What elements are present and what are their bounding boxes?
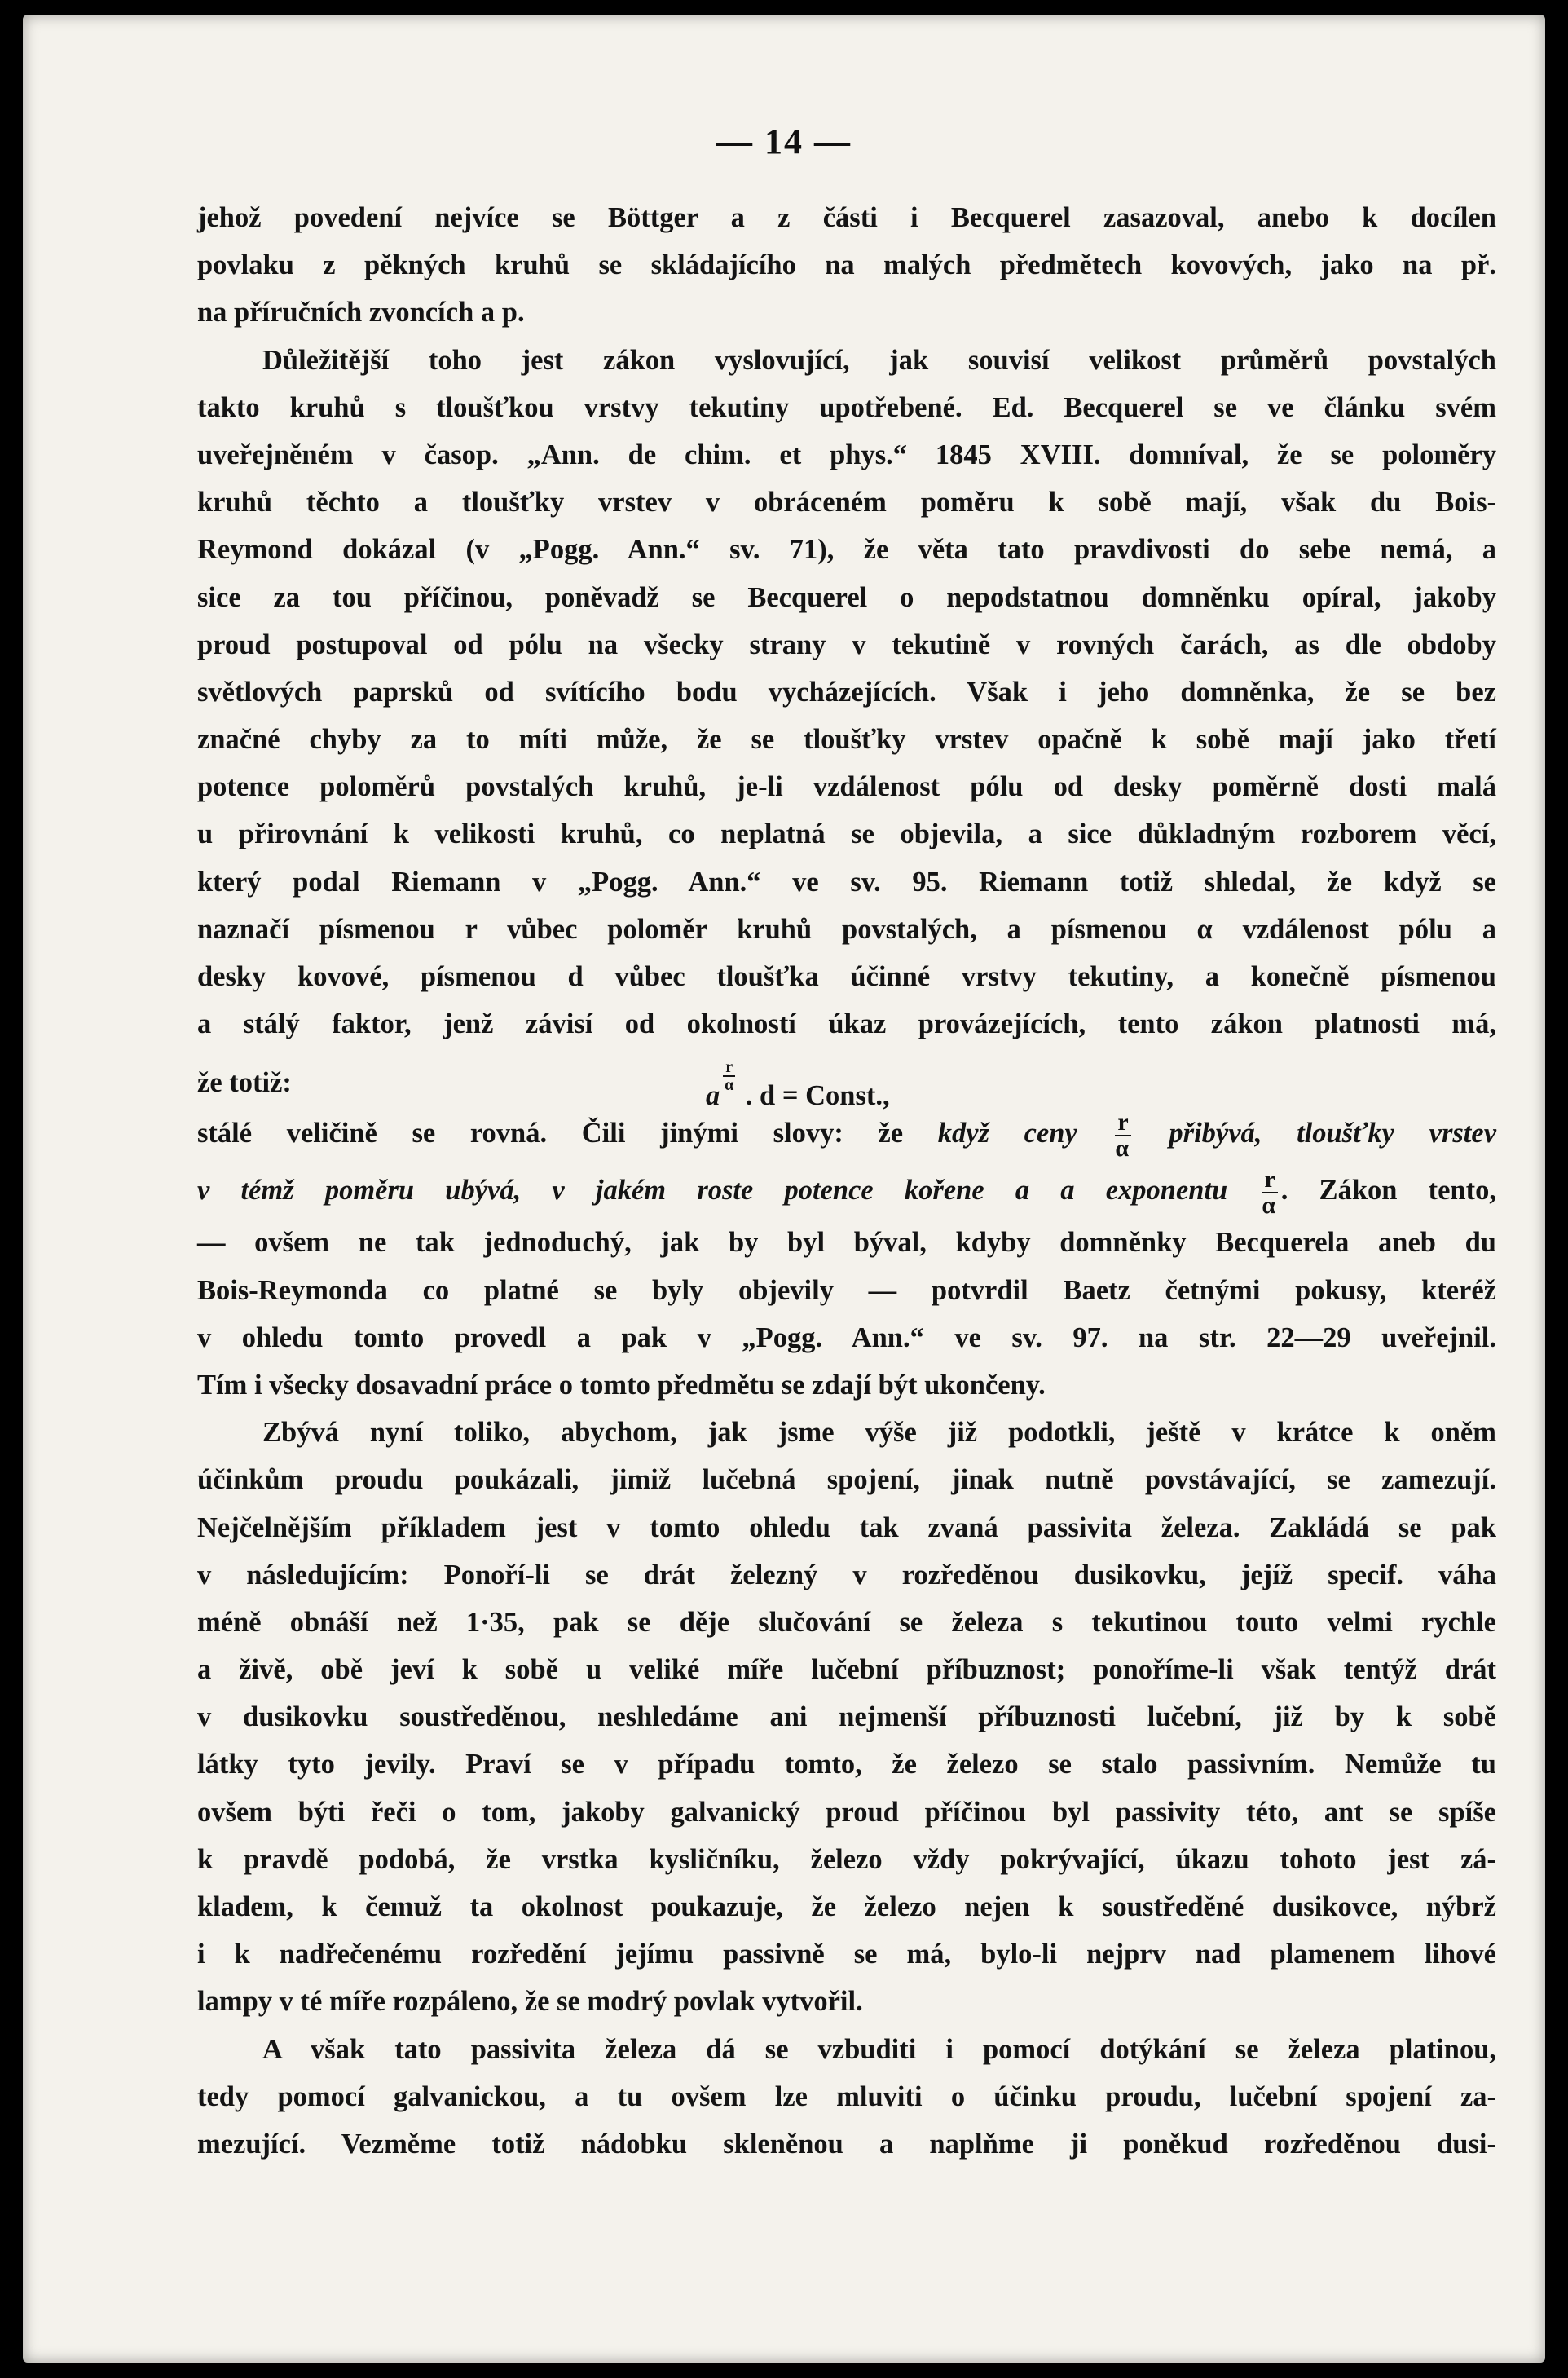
text-line: stálé veličině se rovná. Čili jinými slovy: že když ceny $\frac{r}{\alpha}$ přibývá, tloušťky vrstev — [197, 1109, 1497, 1163]
text-line: na příručních zvoncích a p. — [197, 297, 525, 329]
text-line: kladem, k čemuž ta okolnost poukazuje, že železo nejen k soustředěné dusikovce, nýbrž — [197, 1891, 1496, 1922]
text-line: který podal Riemann v „Pogg. Ann.“ ve sv. 95. Riemann totiž shledal, že když se — [197, 866, 1496, 898]
text-line: světlových paprsků od svítícího bodu vycházejících. Však i jeho domněnka, že se bez — [197, 676, 1496, 708]
text-line: uveřejněném v časop. „Ann. de chim. et phys.“ 1845 XVIII. domníval, že se poloměry — [197, 439, 1496, 470]
text-line: a živě, obě jeví k sobě u veliké míře lučební příbuznost; ponoříme-li však tentýž drát — [197, 1654, 1496, 1686]
formula-line — [197, 1048, 1496, 1112]
text-line: v ohledu tomto provedl a pak v „Pogg. Ann.“ ve sv. 97. na str. 22—29 uveřejnil. — [197, 1321, 1496, 1353]
text-line: Důležitější toho jest zákon vyslovující, jak souvisí velikost průměrů povstalých — [262, 344, 1496, 376]
text-line: jehož povedení nejvíce se Böttger a z části i Becquerel zasazoval, anebo k docílen — [197, 202, 1496, 233]
text-line: v následujícím: Ponoří-li se drát železný v rozředěnou dusikovku, jejíž specif. váha — [197, 1559, 1496, 1590]
text-line: Zbývá nyní toliko, abychom, jak jsme výše již podotkli, ještě v krátce k oněm — [262, 1417, 1496, 1449]
text-line: značné chyby za to míti může, že se tloušťky vrstev opačně k sobě mají jako třetí — [197, 724, 1496, 756]
text-line: k pravdě podobá, že vrstka kysličníku, železo vždy pokrývající, úkazu tohoto jest zá- — [197, 1843, 1496, 1875]
text-line: a stálý faktor, jenž závisí od okolností úkaz provázejících, tento zákon platnosti má, — [197, 1008, 1496, 1040]
text-line: v dusikovku soustředěnou, neshledáme ani nejmenší příbuznosti lučební, již by k sobě — [197, 1701, 1496, 1733]
text-line: proud postupoval od pólu na všecky strany v tekutině v rovných čarách, as dle obdoby — [197, 629, 1496, 660]
text-line: desky kovové, písmenou d vůbec tloušťka účinné vrstvy tekutiny, a konečně písmenou — [197, 961, 1496, 992]
text-line: Tím i všecky dosavadní práce o tomto předmětu se zdají být ukončeny. — [197, 1369, 1046, 1401]
text-line: u přirovnání k velikosti kruhů, co neplatná se objevila, a sice důkladným rozborem věcí, — [197, 818, 1496, 850]
text-line: kruhů těchto a tloušťky vrstev v obráceném poměru k sobě mají, však du Bois- — [197, 487, 1496, 518]
text-line: Nejčelnějším příkladem jest v tomto ohledu tak zvaná passivita železa. Zakládá se pak — [197, 1511, 1496, 1543]
text-line: mezující. Vezměme totiž nádobku skleněnou a naplňme ji poněkud rozředěnou dusi- — [197, 2128, 1496, 2160]
fraction: $\frac{r}{\alpha}$ — [1115, 1110, 1130, 1161]
book-page — [23, 15, 1545, 2363]
text-line: tedy pomocí galvanickou, a tu ovšem lze mluviti o účinku proudu, lučební spojení za- — [197, 2080, 1496, 2112]
text-line: látky tyto jevily. Praví se v případu tomto, že železo se stalo passivním. Nemůže tu — [197, 1749, 1496, 1780]
text-line: povlaku z pěkných kruhů se skládajícího na malých předmětech kovových, jako na př. — [197, 249, 1496, 281]
text-line: účinkům proudu poukázali, jimiž lučebná spojení, jinak nutně povstávající, se zamezují. — [197, 1464, 1496, 1496]
text-line: — ovšem ne tak jednoduchý, jak by byl býval, kdyby domněnky Becquerela aneb du — [197, 1227, 1496, 1259]
page-number: — 14 — — [716, 121, 852, 161]
formula-base: a — [706, 1080, 720, 1112]
formula-lead: že totiž: — [197, 1067, 292, 1099]
text-line: Reymond dokázal (v „Pogg. Ann.“ sv. 71), že věta tato pravdivosti do sebe nemá, a — [197, 534, 1496, 566]
text-line: takto kruhů s tloušťkou vrstvy tekutiny upotřebené. Ed. Becquerel se ve článku svém — [197, 391, 1496, 423]
text-line: Bois-Reymonda co platné se byly objevily — potvrdil Baetz četnými pokusy, kteréž — [197, 1274, 1496, 1306]
formula-expression — [706, 1059, 890, 1119]
text-line: lampy v té míře rozpáleno, že se modrý povlak vytvořil. — [197, 1986, 863, 2018]
fraction: $\frac{r}{\alpha}$ — [1262, 1167, 1277, 1218]
body-text — [197, 194, 1496, 2168]
text-line: naznačí písmenou r vůbec poloměr kruhů povstalých, a písmenou α vzdálenost pólu a — [197, 913, 1496, 945]
formula-exponent: $\frac{r}{\alpha}$ — [725, 1058, 734, 1095]
text-line: A však tato passivita železa dá se vzbuditi i pomocí dotýkání se železa platinou, — [262, 2033, 1496, 2065]
text-line: v témž poměru ubývá, v jakém roste potence kořene a a exponentu $\frac{r}{\alpha}$ . Zákon tento, — [197, 1166, 1496, 1220]
text-line: ovšem býti řeči o tom, jakoby galvanický proud příčinou byl passivity této, ant se spíše — [197, 1796, 1496, 1828]
text-line: méně obnáší než 1·35, pak se děje slučování se železa s tekutinou touto velmi rychle — [197, 1606, 1496, 1638]
text-line: sice za tou příčinou, poněvadž se Becquerel o nepodstatnou domněnku opíral, jakoby — [197, 581, 1496, 613]
text-line: i k nadřečenému rozředění jejímu passivně se má, bylo-li nejprv nad plamenem lihové — [197, 1939, 1496, 1970]
text-line: potence poloměrů povstalých kruhů, je-li vzdálenost pólu od desky poměrně dosti malá — [197, 771, 1496, 803]
formula-rest: . d = Const., — [745, 1080, 890, 1112]
